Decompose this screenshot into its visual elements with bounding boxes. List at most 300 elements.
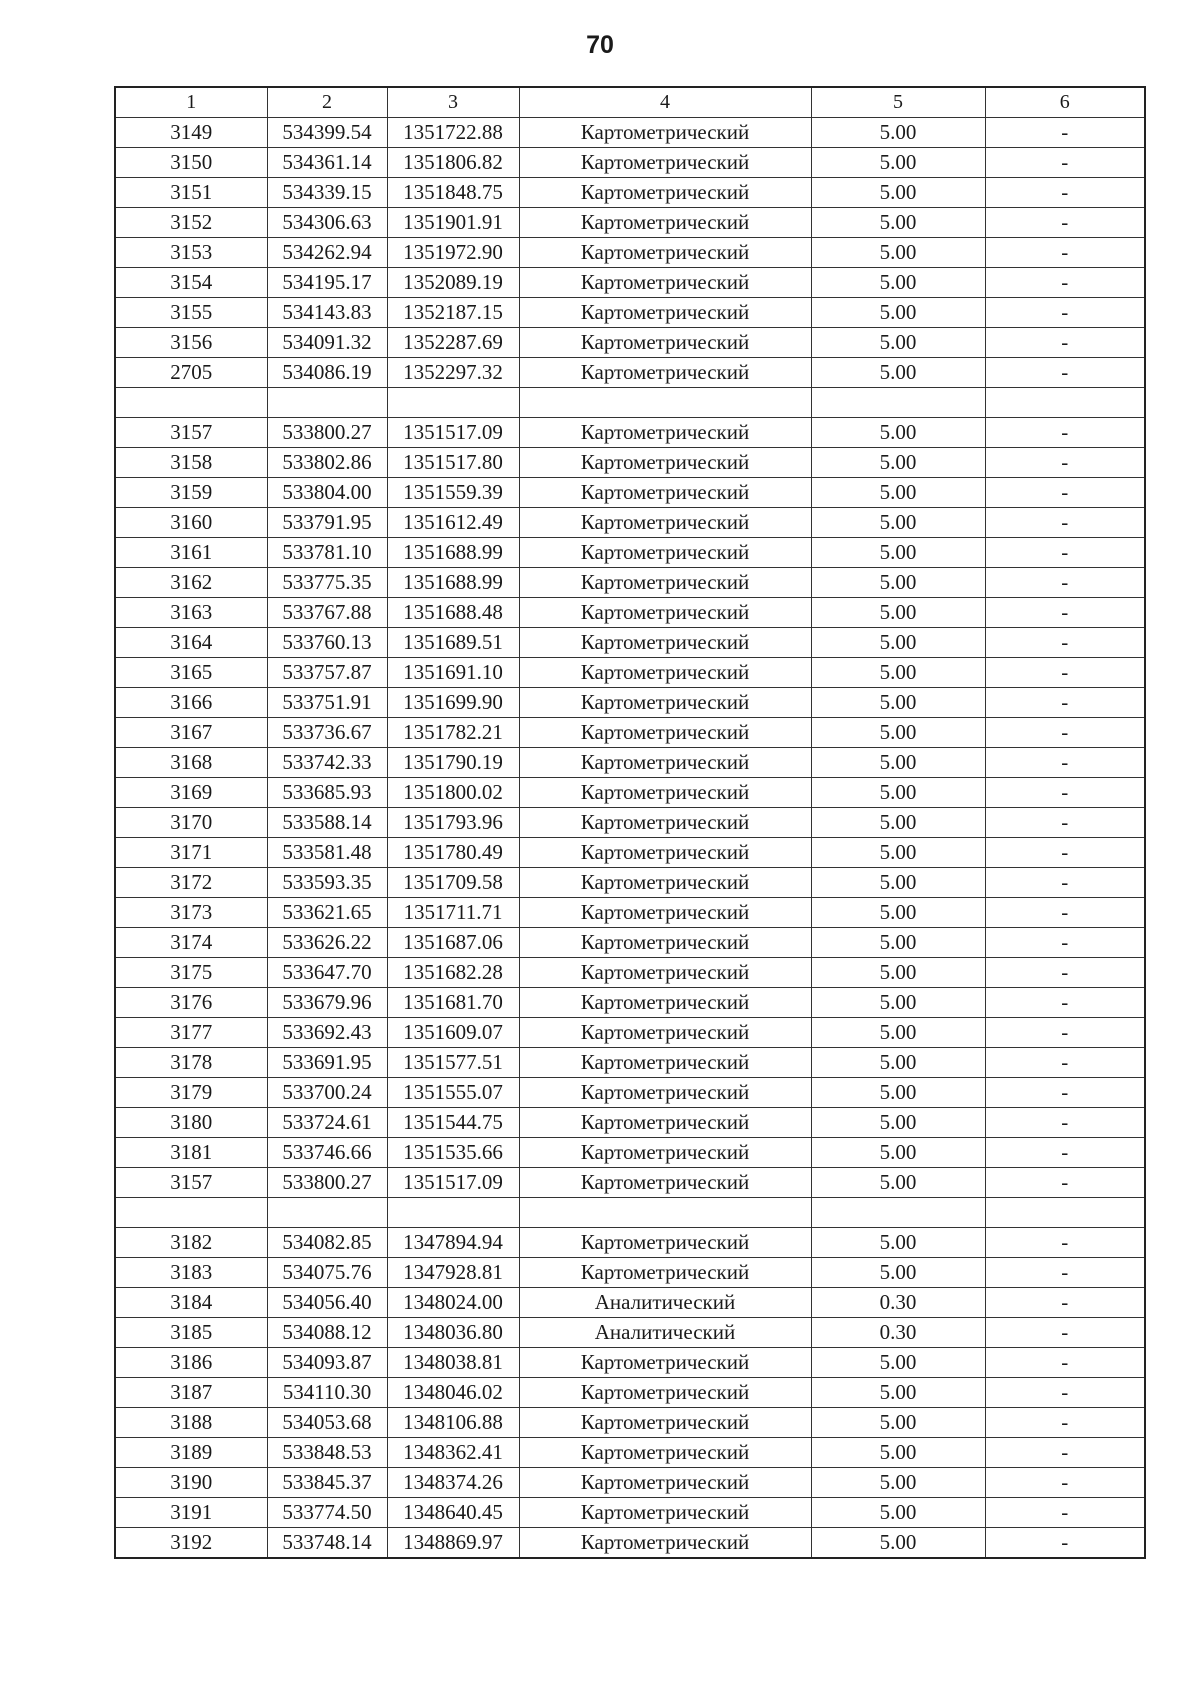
cell-accuracy: 5.00 xyxy=(811,1018,985,1048)
cell-point-number: 3164 xyxy=(115,628,267,658)
cell-point-number: 3187 xyxy=(115,1378,267,1408)
cell-x-coordinate xyxy=(267,1198,387,1228)
table-row xyxy=(115,928,1145,958)
cell-y-coordinate: 1348038.81 xyxy=(387,1348,519,1378)
cell-point-number: 3165 xyxy=(115,658,267,688)
cell-accuracy: 5.00 xyxy=(811,1228,985,1258)
cell-y-coordinate: 1351848.75 xyxy=(387,178,519,208)
cell-point-number: 3180 xyxy=(115,1108,267,1138)
cell-method: Картометрический xyxy=(519,178,811,208)
cell-note: - xyxy=(985,778,1145,808)
cell-point-number: 3192 xyxy=(115,1528,267,1559)
cell-x-coordinate: 534306.63 xyxy=(267,208,387,238)
cell-point-number: 3166 xyxy=(115,688,267,718)
table-body xyxy=(115,87,1145,1558)
cell-method: Картометрический xyxy=(519,1108,811,1138)
cell-note: - xyxy=(985,1108,1145,1138)
cell-y-coordinate: 1348374.26 xyxy=(387,1468,519,1498)
cell-y-coordinate: 1348024.00 xyxy=(387,1288,519,1318)
cell-method: Картометрический xyxy=(519,1168,811,1198)
table-row xyxy=(115,838,1145,868)
cell-point-number: 3184 xyxy=(115,1288,267,1318)
cell-accuracy: 5.00 xyxy=(811,988,985,1018)
cell-point-number: 3152 xyxy=(115,208,267,238)
cell-accuracy: 5.00 xyxy=(811,928,985,958)
cell-note: - xyxy=(985,1348,1145,1378)
cell-x-coordinate: 533800.27 xyxy=(267,418,387,448)
cell-accuracy: 5.00 xyxy=(811,1468,985,1498)
table-row xyxy=(115,868,1145,898)
cell-note: - xyxy=(985,508,1145,538)
cell-note xyxy=(985,1198,1145,1228)
cell-x-coordinate: 534195.17 xyxy=(267,268,387,298)
cell-x-coordinate: 533691.95 xyxy=(267,1048,387,1078)
header-row xyxy=(115,87,1145,118)
cell-note: - xyxy=(985,298,1145,328)
cell-note: - xyxy=(985,148,1145,178)
cell-note: - xyxy=(985,988,1145,1018)
table-row xyxy=(115,628,1145,658)
cell-point-number: 3169 xyxy=(115,778,267,808)
cell-accuracy: 5.00 xyxy=(811,778,985,808)
cell-x-coordinate: 534075.76 xyxy=(267,1258,387,1288)
cell-method: Картометрический xyxy=(519,268,811,298)
cell-y-coordinate: 1351689.51 xyxy=(387,628,519,658)
cell-note: - xyxy=(985,118,1145,148)
cell-x-coordinate: 534110.30 xyxy=(267,1378,387,1408)
cell-note xyxy=(985,388,1145,418)
cell-method: Картометрический xyxy=(519,298,811,328)
cell-x-coordinate: 533700.24 xyxy=(267,1078,387,1108)
cell-point-number: 3155 xyxy=(115,298,267,328)
cell-method: Картометрический xyxy=(519,718,811,748)
cell-accuracy: 5.00 xyxy=(811,628,985,658)
table-row xyxy=(115,208,1145,238)
table-row xyxy=(115,1258,1145,1288)
cell-x-coordinate: 533845.37 xyxy=(267,1468,387,1498)
table-row xyxy=(115,358,1145,388)
cell-method: Картометрический xyxy=(519,1258,811,1288)
cell-x-coordinate: 533692.43 xyxy=(267,1018,387,1048)
cell-point-number: 3162 xyxy=(115,568,267,598)
cell-accuracy: 5.00 xyxy=(811,808,985,838)
cell-x-coordinate: 534262.94 xyxy=(267,238,387,268)
cell-accuracy: 0.30 xyxy=(811,1288,985,1318)
cell-accuracy: 5.00 xyxy=(811,898,985,928)
table-row xyxy=(115,1018,1145,1048)
table-row xyxy=(115,1228,1145,1258)
cell-x-coordinate: 533804.00 xyxy=(267,478,387,508)
cell-point-number: 3172 xyxy=(115,868,267,898)
cell-y-coordinate: 1351517.09 xyxy=(387,418,519,448)
table-row xyxy=(115,688,1145,718)
table-row xyxy=(115,148,1145,178)
header-cell-4: 4 xyxy=(519,87,811,118)
cell-x-coordinate: 534056.40 xyxy=(267,1288,387,1318)
cell-note: - xyxy=(985,538,1145,568)
cell-y-coordinate: 1351687.06 xyxy=(387,928,519,958)
table-row xyxy=(115,1468,1145,1498)
cell-x-coordinate: 534088.12 xyxy=(267,1318,387,1348)
cell-method: Картометрический xyxy=(519,478,811,508)
cell-accuracy: 5.00 xyxy=(811,1048,985,1078)
table-row xyxy=(115,1438,1145,1468)
table-row xyxy=(115,1108,1145,1138)
cell-y-coordinate: 1348046.02 xyxy=(387,1378,519,1408)
cell-x-coordinate: 533621.65 xyxy=(267,898,387,928)
cell-method: Картометрический xyxy=(519,868,811,898)
table-row xyxy=(115,898,1145,928)
separator-row xyxy=(115,1198,1145,1228)
cell-x-coordinate: 533593.35 xyxy=(267,868,387,898)
cell-accuracy: 5.00 xyxy=(811,658,985,688)
cell-x-coordinate: 534361.14 xyxy=(267,148,387,178)
cell-note: - xyxy=(985,898,1145,928)
cell-accuracy: 5.00 xyxy=(811,838,985,868)
table-row xyxy=(115,118,1145,148)
cell-point-number: 3171 xyxy=(115,838,267,868)
cell-method: Картометрический xyxy=(519,538,811,568)
cell-x-coordinate: 533679.96 xyxy=(267,988,387,1018)
cell-accuracy: 5.00 xyxy=(811,328,985,358)
cell-note: - xyxy=(985,178,1145,208)
table-row xyxy=(115,268,1145,298)
cell-x-coordinate: 533748.14 xyxy=(267,1528,387,1559)
cell-y-coordinate: 1351800.02 xyxy=(387,778,519,808)
cell-y-coordinate: 1351535.66 xyxy=(387,1138,519,1168)
cell-accuracy: 5.00 xyxy=(811,1138,985,1168)
cell-y-coordinate xyxy=(387,1198,519,1228)
cell-x-coordinate: 534399.54 xyxy=(267,118,387,148)
cell-x-coordinate: 534086.19 xyxy=(267,358,387,388)
cell-method xyxy=(519,1198,811,1228)
cell-point-number: 3175 xyxy=(115,958,267,988)
cell-accuracy: 5.00 xyxy=(811,868,985,898)
cell-y-coordinate: 1351901.91 xyxy=(387,208,519,238)
cell-x-coordinate xyxy=(267,388,387,418)
cell-method: Картометрический xyxy=(519,688,811,718)
table-row xyxy=(115,1498,1145,1528)
table-row xyxy=(115,988,1145,1018)
cell-note: - xyxy=(985,418,1145,448)
cell-x-coordinate: 534091.32 xyxy=(267,328,387,358)
cell-method: Картометрический xyxy=(519,958,811,988)
cell-accuracy: 5.00 xyxy=(811,118,985,148)
cell-method: Картометрический xyxy=(519,1408,811,1438)
cell-note: - xyxy=(985,598,1145,628)
table-row xyxy=(115,748,1145,778)
cell-y-coordinate: 1351688.48 xyxy=(387,598,519,628)
cell-point-number xyxy=(115,1198,267,1228)
cell-x-coordinate: 533767.88 xyxy=(267,598,387,628)
cell-note: - xyxy=(985,1048,1145,1078)
cell-note: - xyxy=(985,658,1145,688)
cell-method: Картометрический xyxy=(519,238,811,268)
table-row xyxy=(115,598,1145,628)
cell-method: Картометрический xyxy=(519,1438,811,1468)
cell-x-coordinate: 533757.87 xyxy=(267,658,387,688)
cell-x-coordinate: 534093.87 xyxy=(267,1348,387,1378)
cell-x-coordinate: 533751.91 xyxy=(267,688,387,718)
cell-y-coordinate: 1351699.90 xyxy=(387,688,519,718)
cell-method: Аналитический xyxy=(519,1288,811,1318)
table-row xyxy=(115,178,1145,208)
cell-note: - xyxy=(985,238,1145,268)
cell-point-number: 3150 xyxy=(115,148,267,178)
cell-y-coordinate: 1348869.97 xyxy=(387,1528,519,1559)
cell-note: - xyxy=(985,1138,1145,1168)
cell-accuracy xyxy=(811,388,985,418)
cell-method: Картометрический xyxy=(519,1228,811,1258)
cell-point-number xyxy=(115,388,267,418)
cell-y-coordinate: 1347894.94 xyxy=(387,1228,519,1258)
cell-point-number: 3182 xyxy=(115,1228,267,1258)
cell-method: Картометрический xyxy=(519,1018,811,1048)
cell-x-coordinate: 534082.85 xyxy=(267,1228,387,1258)
cell-note: - xyxy=(985,1498,1145,1528)
cell-y-coordinate: 1351612.49 xyxy=(387,508,519,538)
cell-accuracy: 5.00 xyxy=(811,538,985,568)
cell-accuracy: 5.00 xyxy=(811,208,985,238)
cell-accuracy: 5.00 xyxy=(811,1438,985,1468)
cell-method: Картометрический xyxy=(519,208,811,238)
cell-method: Картометрический xyxy=(519,808,811,838)
cell-point-number: 3170 xyxy=(115,808,267,838)
cell-y-coordinate: 1352187.15 xyxy=(387,298,519,328)
cell-y-coordinate: 1351559.39 xyxy=(387,478,519,508)
cell-x-coordinate: 533588.14 xyxy=(267,808,387,838)
cell-x-coordinate: 534053.68 xyxy=(267,1408,387,1438)
cell-accuracy: 5.00 xyxy=(811,1168,985,1198)
cell-note: - xyxy=(985,718,1145,748)
cell-note: - xyxy=(985,1288,1145,1318)
cell-point-number: 3158 xyxy=(115,448,267,478)
cell-x-coordinate: 533581.48 xyxy=(267,838,387,868)
cell-accuracy: 5.00 xyxy=(811,448,985,478)
cell-note: - xyxy=(985,1318,1145,1348)
cell-accuracy: 5.00 xyxy=(811,718,985,748)
table-row xyxy=(115,1288,1145,1318)
cell-accuracy: 5.00 xyxy=(811,1528,985,1559)
cell-accuracy: 5.00 xyxy=(811,508,985,538)
cell-y-coordinate: 1351681.70 xyxy=(387,988,519,1018)
cell-y-coordinate: 1351577.51 xyxy=(387,1048,519,1078)
cell-accuracy: 5.00 xyxy=(811,688,985,718)
cell-note: - xyxy=(985,1078,1145,1108)
cell-point-number: 3185 xyxy=(115,1318,267,1348)
cell-note: - xyxy=(985,688,1145,718)
cell-method: Картометрический xyxy=(519,508,811,538)
cell-method: Картометрический xyxy=(519,1498,811,1528)
cell-note: - xyxy=(985,1468,1145,1498)
cell-point-number: 3186 xyxy=(115,1348,267,1378)
cell-method: Картометрический xyxy=(519,1078,811,1108)
cell-x-coordinate: 533724.61 xyxy=(267,1108,387,1138)
table-row xyxy=(115,1048,1145,1078)
cell-point-number: 3161 xyxy=(115,538,267,568)
cell-method: Картометрический xyxy=(519,118,811,148)
cell-accuracy: 5.00 xyxy=(811,148,985,178)
cell-y-coordinate: 1351711.71 xyxy=(387,898,519,928)
table-row xyxy=(115,238,1145,268)
table-row xyxy=(115,778,1145,808)
table-row xyxy=(115,1378,1145,1408)
cell-accuracy: 5.00 xyxy=(811,1258,985,1288)
header-cell-1: 1 xyxy=(115,87,267,118)
cell-method: Картометрический xyxy=(519,838,811,868)
cell-accuracy: 5.00 xyxy=(811,568,985,598)
table-row xyxy=(115,1408,1145,1438)
table-row xyxy=(115,1528,1145,1559)
cell-note: - xyxy=(985,1408,1145,1438)
table-row xyxy=(115,1078,1145,1108)
cell-x-coordinate: 533775.35 xyxy=(267,568,387,598)
cell-y-coordinate: 1351691.10 xyxy=(387,658,519,688)
page-number: 70 xyxy=(586,31,614,59)
separator-row xyxy=(115,388,1145,418)
header-cell-2: 2 xyxy=(267,87,387,118)
cell-note: - xyxy=(985,478,1145,508)
cell-y-coordinate: 1351782.21 xyxy=(387,718,519,748)
cell-accuracy xyxy=(811,1198,985,1228)
cell-note: - xyxy=(985,1168,1145,1198)
table-row xyxy=(115,718,1145,748)
cell-point-number: 3173 xyxy=(115,898,267,928)
table-row xyxy=(115,508,1145,538)
cell-method xyxy=(519,388,811,418)
table-row xyxy=(115,658,1145,688)
cell-y-coordinate: 1351609.07 xyxy=(387,1018,519,1048)
cell-note: - xyxy=(985,628,1145,658)
cell-note: - xyxy=(985,868,1145,898)
cell-accuracy: 5.00 xyxy=(811,298,985,328)
cell-note: - xyxy=(985,808,1145,838)
table-row xyxy=(115,1138,1145,1168)
cell-method: Картометрический xyxy=(519,418,811,448)
cell-y-coordinate xyxy=(387,388,519,418)
cell-y-coordinate: 1351972.90 xyxy=(387,238,519,268)
table-row xyxy=(115,478,1145,508)
cell-point-number: 3159 xyxy=(115,478,267,508)
cell-x-coordinate: 533647.70 xyxy=(267,958,387,988)
cell-point-number: 3189 xyxy=(115,1438,267,1468)
cell-note: - xyxy=(985,928,1145,958)
cell-point-number: 3190 xyxy=(115,1468,267,1498)
cell-y-coordinate: 1352297.32 xyxy=(387,358,519,388)
cell-x-coordinate: 534143.83 xyxy=(267,298,387,328)
cell-accuracy: 5.00 xyxy=(811,238,985,268)
cell-accuracy: 5.00 xyxy=(811,418,985,448)
cell-method: Картометрический xyxy=(519,1048,811,1078)
cell-x-coordinate: 533774.50 xyxy=(267,1498,387,1528)
cell-method: Картометрический xyxy=(519,358,811,388)
table-row xyxy=(115,298,1145,328)
cell-note: - xyxy=(985,958,1145,988)
cell-point-number: 3163 xyxy=(115,598,267,628)
cell-y-coordinate: 1351790.19 xyxy=(387,748,519,778)
cell-y-coordinate: 1351806.82 xyxy=(387,148,519,178)
cell-x-coordinate: 533791.95 xyxy=(267,508,387,538)
cell-y-coordinate: 1351517.80 xyxy=(387,448,519,478)
cell-y-coordinate: 1351688.99 xyxy=(387,538,519,568)
cell-note: - xyxy=(985,448,1145,478)
cell-method: Картометрический xyxy=(519,1348,811,1378)
cell-y-coordinate: 1351780.49 xyxy=(387,838,519,868)
cell-note: - xyxy=(985,1018,1145,1048)
cell-x-coordinate: 533626.22 xyxy=(267,928,387,958)
cell-y-coordinate: 1351722.88 xyxy=(387,118,519,148)
cell-note: - xyxy=(985,328,1145,358)
cell-point-number: 3191 xyxy=(115,1498,267,1528)
cell-point-number: 3157 xyxy=(115,418,267,448)
cell-point-number: 3188 xyxy=(115,1408,267,1438)
cell-accuracy: 5.00 xyxy=(811,478,985,508)
cell-method: Картометрический xyxy=(519,658,811,688)
cell-y-coordinate: 1348106.88 xyxy=(387,1408,519,1438)
cell-accuracy: 5.00 xyxy=(811,1378,985,1408)
cell-method: Картометрический xyxy=(519,628,811,658)
cell-point-number: 3181 xyxy=(115,1138,267,1168)
cell-method: Картометрический xyxy=(519,778,811,808)
cell-point-number: 3176 xyxy=(115,988,267,1018)
cell-accuracy: 5.00 xyxy=(811,1078,985,1108)
coordinates-table xyxy=(114,86,1146,1559)
cell-y-coordinate: 1352287.69 xyxy=(387,328,519,358)
cell-accuracy: 5.00 xyxy=(811,358,985,388)
cell-accuracy: 5.00 xyxy=(811,1408,985,1438)
cell-y-coordinate: 1348640.45 xyxy=(387,1498,519,1528)
cell-note: - xyxy=(985,208,1145,238)
cell-accuracy: 5.00 xyxy=(811,178,985,208)
cell-accuracy: 5.00 xyxy=(811,268,985,298)
cell-method: Картометрический xyxy=(519,598,811,628)
table-row xyxy=(115,958,1145,988)
table-row xyxy=(115,1348,1145,1378)
cell-method: Картометрический xyxy=(519,328,811,358)
cell-method: Картометрический xyxy=(519,898,811,928)
cell-accuracy: 5.00 xyxy=(811,748,985,778)
cell-point-number: 3174 xyxy=(115,928,267,958)
cell-point-number: 3167 xyxy=(115,718,267,748)
table-row xyxy=(115,538,1145,568)
cell-method: Картометрический xyxy=(519,1468,811,1498)
cell-x-coordinate: 533848.53 xyxy=(267,1438,387,1468)
cell-accuracy: 5.00 xyxy=(811,1498,985,1528)
cell-accuracy: 5.00 xyxy=(811,958,985,988)
cell-method: Картометрический xyxy=(519,1378,811,1408)
cell-point-number: 3156 xyxy=(115,328,267,358)
cell-point-number: 3151 xyxy=(115,178,267,208)
table-row xyxy=(115,328,1145,358)
cell-y-coordinate: 1351555.07 xyxy=(387,1078,519,1108)
cell-point-number: 3183 xyxy=(115,1258,267,1288)
table-row xyxy=(115,568,1145,598)
cell-point-number: 3178 xyxy=(115,1048,267,1078)
cell-point-number: 3154 xyxy=(115,268,267,298)
cell-y-coordinate: 1352089.19 xyxy=(387,268,519,298)
header-cell-5: 5 xyxy=(811,87,985,118)
cell-point-number: 3153 xyxy=(115,238,267,268)
cell-note: - xyxy=(985,1378,1145,1408)
cell-x-coordinate: 533800.27 xyxy=(267,1168,387,1198)
cell-note: - xyxy=(985,838,1145,868)
cell-note: - xyxy=(985,1438,1145,1468)
table-row xyxy=(115,418,1145,448)
cell-x-coordinate: 533736.67 xyxy=(267,718,387,748)
table-row xyxy=(115,448,1145,478)
header-cell-3: 3 xyxy=(387,87,519,118)
cell-method: Картометрический xyxy=(519,1528,811,1559)
